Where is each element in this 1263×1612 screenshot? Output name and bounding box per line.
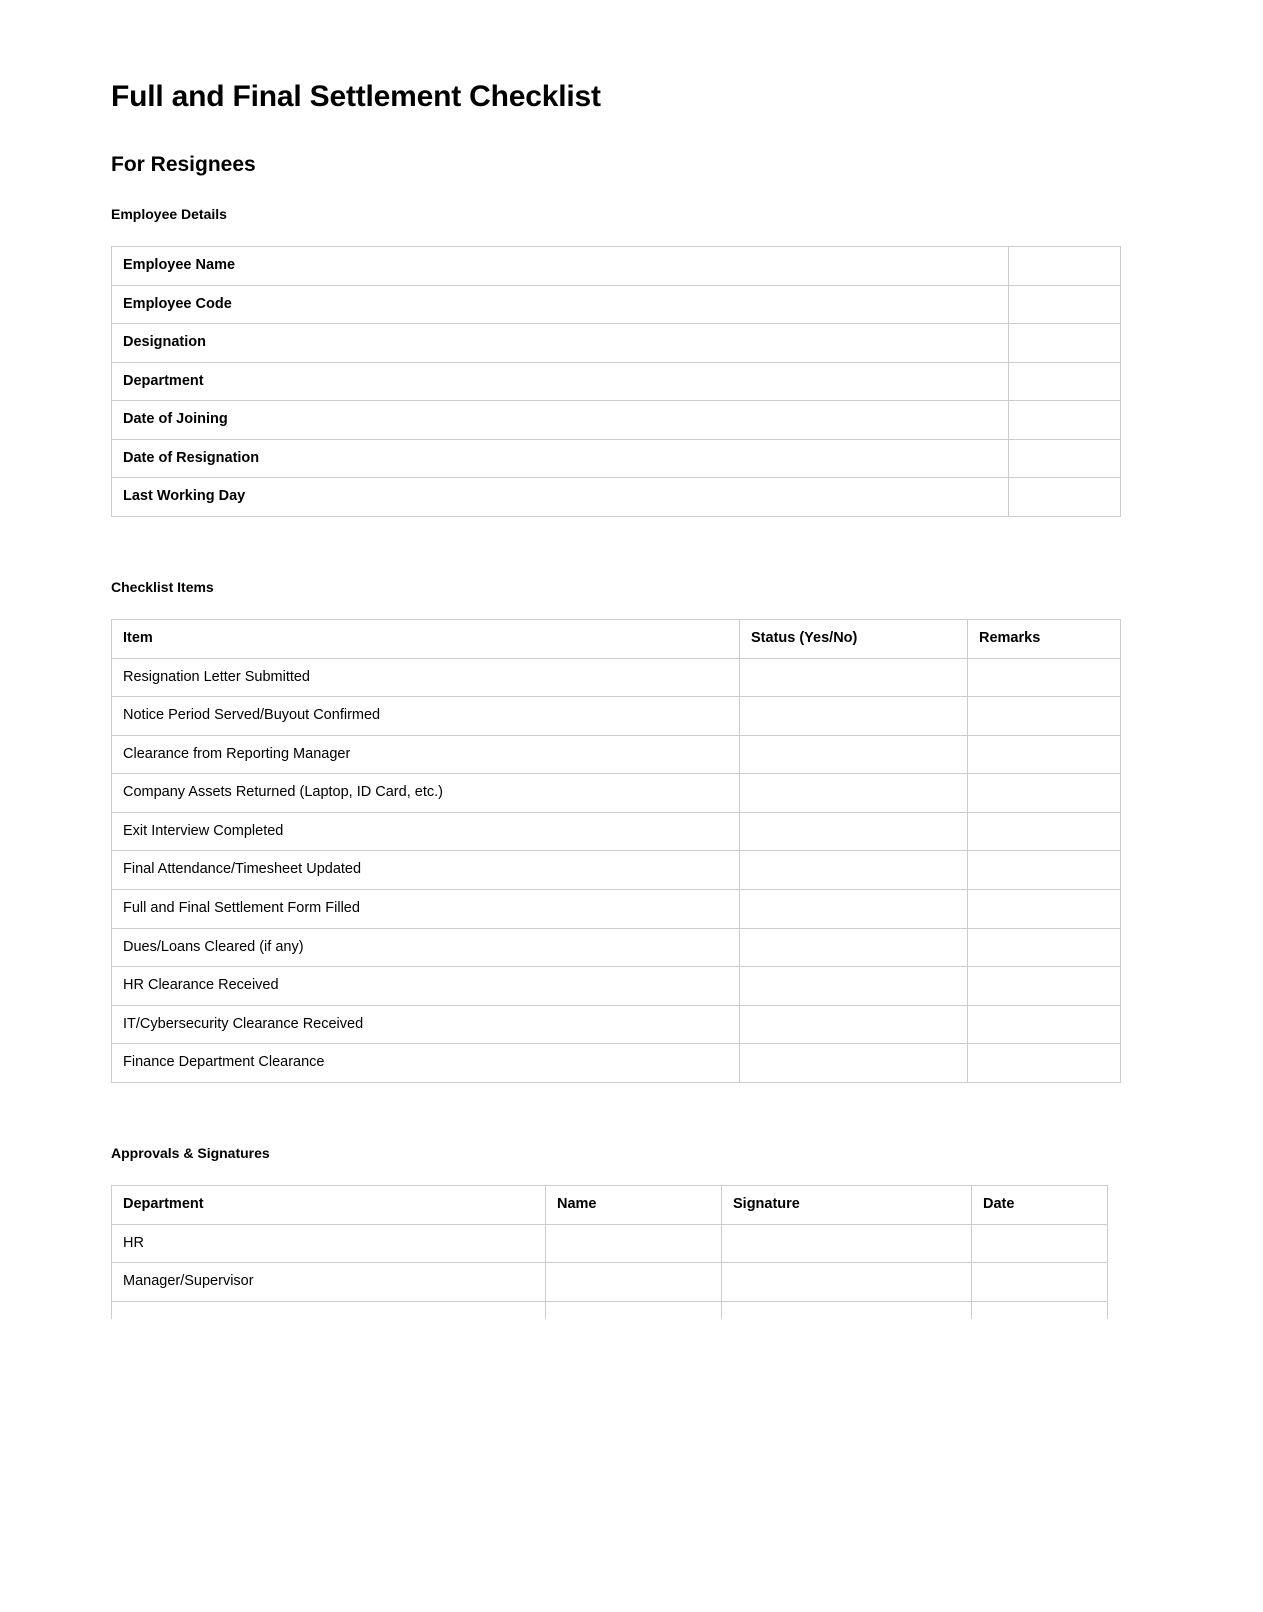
table-row	[112, 658, 1121, 697]
checklist-item-status[interactable]	[740, 928, 968, 967]
checklist-item-remarks[interactable]	[968, 928, 1121, 967]
department-label: Department	[112, 362, 1009, 401]
column-header-signature: Signature	[722, 1186, 972, 1225]
checklist-item-status[interactable]	[740, 890, 968, 929]
checklist-item-remarks[interactable]	[968, 812, 1121, 851]
last-working-day-label: Last Working Day	[112, 478, 1009, 517]
table-row	[112, 1263, 1108, 1302]
checklist-item-remarks[interactable]	[968, 967, 1121, 1006]
section-spacer	[111, 1083, 1123, 1117]
checklist-item-label: Full and Final Settlement Form Filled	[112, 890, 740, 929]
checklist-item-remarks[interactable]	[968, 697, 1121, 736]
checklist-item-label: Finance Department Clearance	[112, 1044, 740, 1083]
checklist-item-remarks[interactable]	[968, 890, 1121, 929]
table-row-truncated	[112, 1301, 1108, 1319]
checklist-item-label: Notice Period Served/Buyout Confirmed	[112, 697, 740, 736]
column-header-name: Name	[546, 1186, 722, 1225]
column-header-remarks: Remarks	[968, 620, 1121, 659]
page-subtitle: For Resignees	[111, 152, 256, 176]
approval-name[interactable]	[546, 1224, 722, 1263]
table-header-row	[112, 620, 1121, 659]
table-row	[112, 812, 1121, 851]
checklist-item-label: Clearance from Reporting Manager	[112, 735, 740, 774]
approval-department	[112, 1301, 546, 1319]
column-header-date: Date	[972, 1186, 1108, 1225]
designation-value[interactable]	[1009, 324, 1121, 363]
approval-signature	[722, 1301, 972, 1319]
date-of-resignation-label: Date of Resignation	[112, 439, 1009, 478]
checklist-item-remarks[interactable]	[968, 1044, 1121, 1083]
checklist-item-label: Resignation Letter Submitted	[112, 658, 740, 697]
approval-name	[546, 1301, 722, 1319]
table-row	[112, 285, 1121, 324]
checklist-item-label: Final Attendance/Timesheet Updated	[112, 851, 740, 890]
table-row	[112, 362, 1121, 401]
checklist-item-status[interactable]	[740, 851, 968, 890]
checklist-item-label: Company Assets Returned (Laptop, ID Card, etc.)	[112, 774, 740, 813]
checklist-items-table	[111, 619, 1121, 1083]
column-header-department: Department	[112, 1186, 546, 1225]
table-row	[112, 1224, 1108, 1263]
table-row	[112, 1005, 1121, 1044]
table-row	[112, 439, 1121, 478]
column-header-item: Item	[112, 620, 740, 659]
approval-date[interactable]	[972, 1224, 1108, 1263]
checklist-item-label: HR Clearance Received	[112, 967, 740, 1006]
table-row	[112, 246, 1121, 285]
checklist-item-status[interactable]	[740, 697, 968, 736]
checklist-item-label: IT/Cybersecurity Clearance Received	[112, 1005, 740, 1044]
checklist-item-status[interactable]	[740, 812, 968, 851]
table-row	[112, 697, 1121, 736]
checklist-item-label: Dues/Loans Cleared (if any)	[112, 928, 740, 967]
checklist-item-remarks[interactable]	[968, 774, 1121, 813]
approval-date	[972, 1301, 1108, 1319]
checklist-items-heading: Checklist Items	[111, 578, 214, 595]
table-row	[112, 735, 1121, 774]
checklist-item-remarks[interactable]	[968, 735, 1121, 774]
table-row	[112, 1044, 1121, 1083]
approval-date[interactable]	[972, 1263, 1108, 1302]
checklist-item-status[interactable]	[740, 1005, 968, 1044]
approval-name[interactable]	[546, 1263, 722, 1302]
date-of-joining-value[interactable]	[1009, 401, 1121, 440]
last-working-day-value[interactable]	[1009, 478, 1121, 517]
table-row	[112, 851, 1121, 890]
checklist-item-remarks[interactable]	[968, 851, 1121, 890]
approvals-heading: Approvals & Signatures	[111, 1144, 270, 1161]
table-row	[112, 774, 1121, 813]
column-header-status: Status (Yes/No)	[740, 620, 968, 659]
employee-code-value[interactable]	[1009, 285, 1121, 324]
table-row	[112, 890, 1121, 929]
checklist-item-status[interactable]	[740, 1044, 968, 1083]
approval-department: Manager/Supervisor	[112, 1263, 546, 1302]
checklist-item-remarks[interactable]	[968, 658, 1121, 697]
checklist-item-status[interactable]	[740, 967, 968, 1006]
department-value[interactable]	[1009, 362, 1121, 401]
checklist-item-status[interactable]	[740, 774, 968, 813]
table-header-row	[112, 1186, 1108, 1225]
date-of-joining-label: Date of Joining	[112, 401, 1009, 440]
checklist-item-status[interactable]	[740, 735, 968, 774]
page-title: Full and Final Settlement Checklist	[111, 80, 601, 113]
table-row	[112, 401, 1121, 440]
checklist-item-status[interactable]	[740, 658, 968, 697]
date-of-resignation-value[interactable]	[1009, 439, 1121, 478]
employee-details-table	[111, 246, 1121, 517]
table-row	[112, 478, 1121, 517]
section-spacer	[111, 517, 1123, 551]
checklist-item-remarks[interactable]	[968, 1005, 1121, 1044]
approval-signature[interactable]	[722, 1263, 972, 1302]
designation-label: Designation	[112, 324, 1009, 363]
table-row	[112, 967, 1121, 1006]
approval-department: HR	[112, 1224, 546, 1263]
employee-details-heading: Employee Details	[111, 205, 227, 222]
approvals-signatures-table	[111, 1185, 1108, 1319]
employee-name-label: Employee Name	[112, 246, 1009, 285]
employee-code-label: Employee Code	[112, 285, 1009, 324]
approval-signature[interactable]	[722, 1224, 972, 1263]
table-row	[112, 324, 1121, 363]
checklist-item-label: Exit Interview Completed	[112, 812, 740, 851]
table-row	[112, 928, 1121, 967]
employee-name-value[interactable]	[1009, 246, 1121, 285]
